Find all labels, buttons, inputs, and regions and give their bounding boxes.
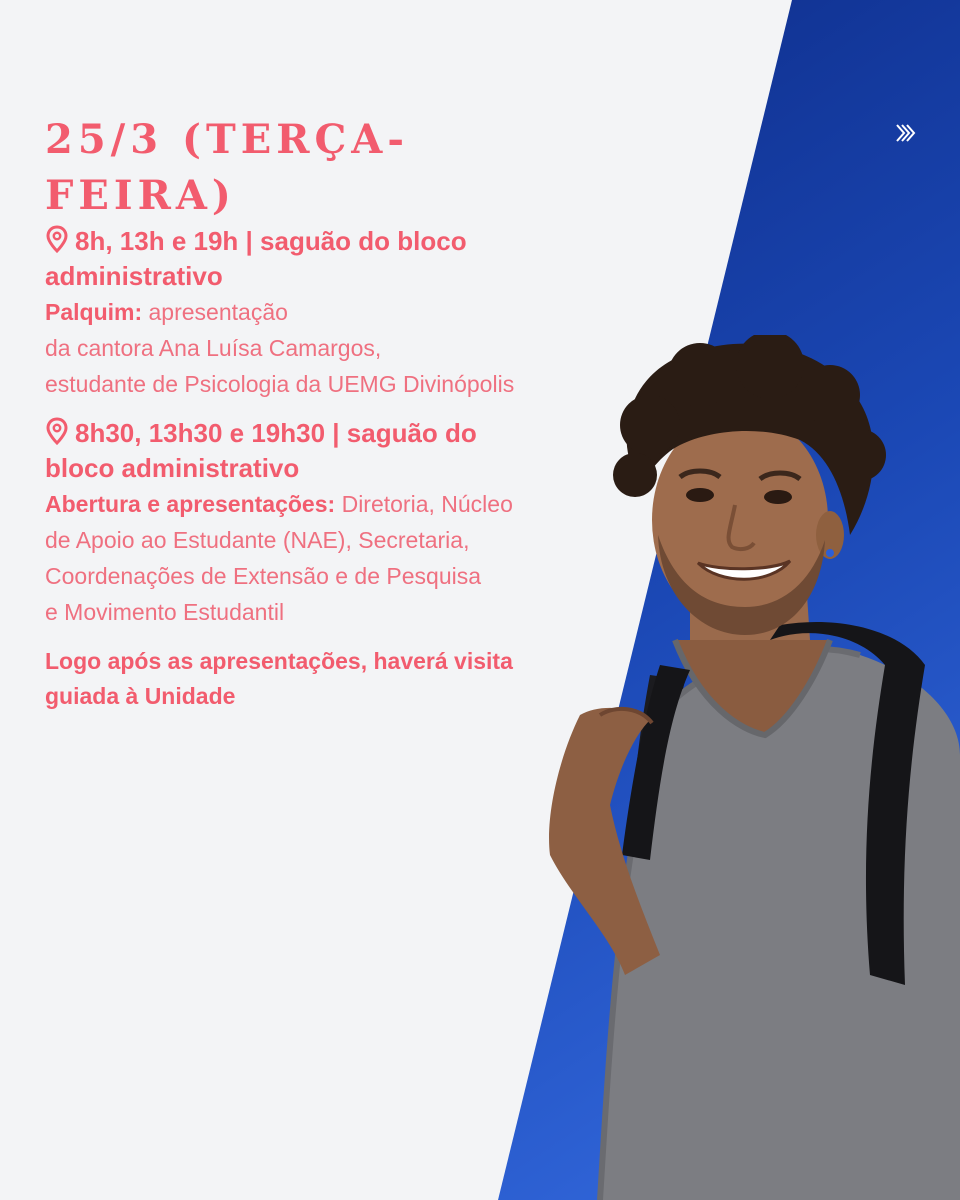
event-1-text-line1: apresentação [148,299,288,325]
event-2-text-line3: Coordenações de Extensão e de Pesquisa [45,563,482,589]
student-photo [540,335,960,1200]
event-2 [45,416,585,630]
event-2-label: Abertura e apresentações: [45,491,336,517]
event-1-text-line2: da cantora Ana Luísa Camargos, [45,335,382,361]
schedule-content [45,112,585,714]
visit-note-line1: Logo após as apresentações, haverá visita [45,648,513,674]
event-1 [45,224,585,402]
event-1-location [45,224,585,294]
event-2-location [45,416,585,486]
event-1-location-line1: 8h, 13h e 19h | saguão do bloco [75,226,467,256]
visit-note-line2: guiada à Unidade [45,683,236,709]
event-2-text-line4: e Movimento Estudantil [45,599,285,625]
event-1-label: Palquim: [45,299,143,325]
visit-note [45,644,585,714]
event-2-location-line2: bloco administrativo [45,453,300,483]
event-1-location-line2: administrativo [45,261,223,291]
event-2-location-line1: 8h30, 13h30 e 19h30 | saguão do [75,418,477,448]
page-title: 25/3 (TERÇA-FEIRA) [45,116,409,219]
map-pin-icon [45,417,69,445]
map-pin-icon [45,225,69,253]
double-chevron-right-icon[interactable] [893,121,917,145]
event-2-text-line1: Diretoria, Núcleo [341,491,513,517]
event-1-text-line3: estudante de Psicologia da UEMG Divinópolis [45,371,515,397]
event-2-text-line2: de Apoio ao Estudante (NAE), Secretaria, [45,527,470,553]
event-2-description [45,486,585,630]
event-1-description [45,294,585,402]
